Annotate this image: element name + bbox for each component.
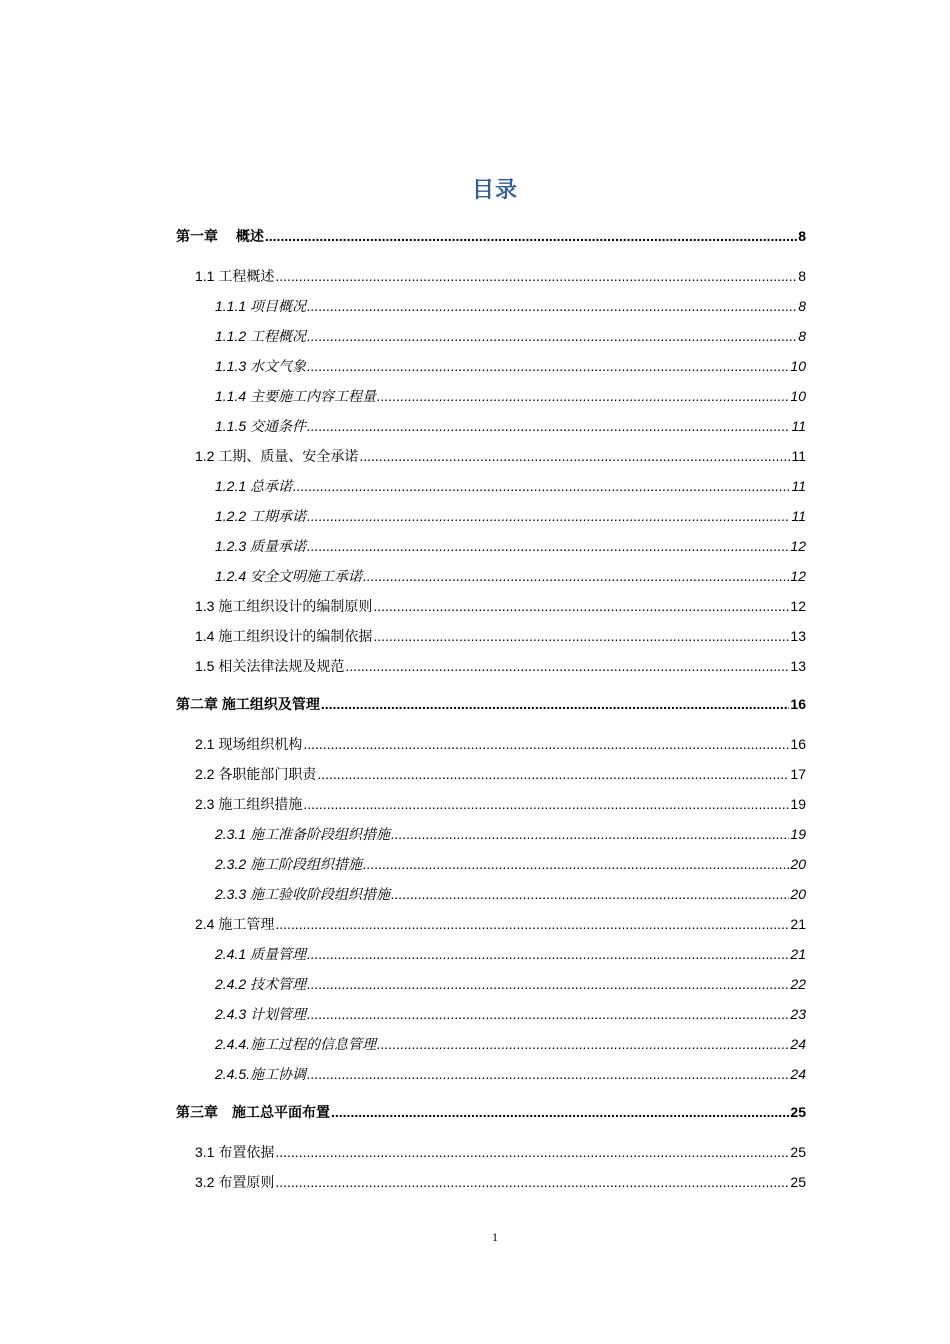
toc-entry-page-number: 17 [790, 766, 806, 782]
toc-entry-page-number: 12 [790, 598, 806, 614]
dot-leader [265, 226, 797, 246]
toc-entry-level-1[interactable] [176, 694, 806, 714]
dot-leader [275, 1142, 789, 1162]
toc-entry-page-number: 10 [790, 388, 806, 404]
toc-entry-page-number: 13 [790, 658, 806, 674]
toc-entry-label: 2.4.1 质量管理 [215, 946, 307, 962]
page-number: 1 [492, 1230, 498, 1244]
toc-entry-page-number: 22 [790, 976, 806, 992]
toc-entry-label: 2.2 各职能部门职责 [195, 766, 317, 782]
toc-entry-level-3[interactable] [215, 824, 806, 844]
toc-entry-label: 1.2.2 工期承诺 [215, 508, 307, 524]
toc-entry-label: 2.4.5.施工协调 [215, 1066, 307, 1082]
toc-entry-page-number: 25 [790, 1174, 806, 1190]
toc-entry-level-2[interactable] [195, 1142, 806, 1162]
toc-entry-page-number: 11 [791, 508, 806, 524]
toc-entry-label: 1.5 相关法律法规及规范 [195, 658, 345, 674]
dot-leader [275, 1172, 789, 1192]
toc-entry-level-3[interactable] [215, 296, 806, 316]
toc-entry-label: 2.4.3 计划管理 [215, 1006, 307, 1022]
toc-entry-level-1[interactable] [176, 226, 806, 246]
toc-entry-page-number: 23 [790, 1006, 806, 1022]
toc-entry-page-number: 24 [790, 1066, 806, 1082]
toc-entry-page-number: 10 [790, 358, 806, 374]
dot-leader [373, 626, 789, 646]
toc-entry-level-3[interactable] [215, 854, 806, 874]
toc-entry-page-number: 24 [790, 1036, 806, 1052]
toc-entry-label: 3.2 布置原则 [195, 1174, 275, 1190]
toc-entry-label: 2.3.2 施工阶段组织措施 [215, 856, 363, 872]
dot-leader [331, 1102, 789, 1122]
toc-entry-page-number: 8 [798, 228, 806, 244]
toc-entry-label: 第二章 施工组织及管理 [176, 696, 320, 712]
dot-leader [307, 416, 790, 436]
toc-entry-level-2[interactable] [195, 734, 806, 754]
toc-entry-label: 1.4 施工组织设计的编制依据 [195, 628, 373, 644]
toc-entry-page-number: 16 [790, 736, 806, 752]
dot-leader [377, 386, 789, 406]
toc-entry-level-3[interactable] [215, 1004, 806, 1024]
toc-entry-label: 2.1 现场组织机构 [195, 736, 303, 752]
toc-title: 目录 [471, 177, 518, 202]
toc-entry-page-number: 13 [790, 628, 806, 644]
toc-entry-page-number: 12 [790, 538, 806, 554]
toc-entry-level-3[interactable] [215, 356, 806, 376]
dot-leader [307, 506, 790, 526]
dot-leader [391, 824, 789, 844]
dot-leader [363, 566, 789, 586]
toc-entry-level-2[interactable] [195, 914, 806, 934]
toc-entry-label: 1.1 工程概述 [195, 268, 275, 284]
toc-entry-level-2[interactable] [195, 266, 806, 286]
dot-leader [307, 536, 789, 556]
toc-entry-page-number: 11 [791, 478, 806, 494]
toc-entry-level-3[interactable] [215, 884, 806, 904]
toc-entry-label: 1.2.4 安全文明施工承诺 [215, 568, 363, 584]
toc-entry-page-number: 8 [798, 328, 806, 344]
toc-entry-label: 2.3 施工组织措施 [195, 796, 303, 812]
dot-leader [321, 694, 790, 714]
toc-entry-label: 第三章 施工总平面布置 [176, 1104, 330, 1120]
dot-leader [307, 356, 789, 376]
toc-entry-level-3[interactable] [215, 386, 806, 406]
toc-entry-level-3[interactable] [215, 536, 806, 556]
toc-entry-page-number: 25 [790, 1104, 806, 1120]
toc-entry-page-number: 19 [790, 796, 806, 812]
dot-leader [307, 296, 797, 316]
toc-entry-page-number: 8 [798, 268, 806, 284]
toc-entry-label: 1.2.3 质量承诺 [215, 538, 307, 554]
toc-entry-label: 1.1.5 交通条件 [215, 418, 307, 434]
dot-leader [303, 794, 789, 814]
dot-leader [307, 1064, 789, 1084]
toc-entry-level-3[interactable] [215, 476, 806, 496]
toc-entry-level-3[interactable] [215, 416, 806, 436]
dot-leader [303, 734, 789, 754]
dot-leader [275, 914, 789, 934]
toc-entry-label: 2.4.4.施工过程的信息管理 [215, 1036, 377, 1052]
dot-leader [307, 974, 789, 994]
dot-leader [307, 326, 797, 346]
dot-leader [307, 944, 789, 964]
toc-entry-level-3[interactable] [215, 506, 806, 526]
dot-leader [293, 476, 790, 496]
toc-entry-label: 1.3 施工组织设计的编制原则 [195, 598, 373, 614]
toc-entry-level-2[interactable] [195, 1172, 806, 1192]
toc-entry-level-1[interactable] [176, 1102, 806, 1122]
toc-entry-page-number: 21 [790, 946, 806, 962]
dot-leader [377, 1034, 789, 1054]
toc-entry-level-2[interactable] [195, 656, 806, 676]
toc-entry-label: 3.1 布置依据 [195, 1144, 275, 1160]
toc-entry-level-2[interactable] [195, 794, 806, 814]
toc-entry-level-2[interactable] [195, 446, 806, 466]
dot-leader [317, 764, 789, 784]
dot-leader [307, 1004, 789, 1024]
toc-entry-label: 2.3.3 施工验收阶段组织措施 [215, 886, 391, 902]
toc-entry-label: 1.1.1 项目概况 [215, 298, 307, 314]
toc-entry-label: 2.4 施工管理 [195, 916, 275, 932]
toc-entry-page-number: 20 [790, 856, 806, 872]
toc-entry-page-number: 11 [791, 448, 806, 464]
toc-entry-level-2[interactable] [195, 764, 806, 784]
toc-entry-page-number: 11 [791, 418, 806, 434]
toc-entry-label: 1.2 工期、质量、安全承诺 [195, 448, 359, 464]
toc-entry-label: 1.1.4 主要施工内容工程量 [215, 388, 377, 404]
toc-entry-label: 第一章 概述 [176, 228, 264, 244]
toc-entry-label: 2.4.2 技术管理 [215, 976, 307, 992]
toc-entry-page-number: 16 [790, 696, 806, 712]
toc-entry-level-3[interactable] [215, 566, 806, 586]
dot-leader [275, 266, 797, 286]
toc-entry-label: 1.1.3 水文气象 [215, 358, 307, 374]
toc-entry-page-number: 19 [790, 826, 806, 842]
toc-entry-page-number: 25 [790, 1144, 806, 1160]
toc-entry-label: 1.1.2 工程概况 [215, 328, 307, 344]
toc-entry-page-number: 20 [790, 886, 806, 902]
toc-entry-page-number: 8 [798, 298, 806, 314]
toc-entry-level-2[interactable] [195, 596, 806, 616]
toc-entry-level-3[interactable] [215, 944, 806, 964]
toc-entry-label: 2.3.1 施工准备阶段组织措施 [215, 826, 391, 842]
toc-entry-level-3[interactable] [215, 1064, 806, 1084]
toc-entry-label: 1.2.1 总承诺 [215, 478, 293, 494]
toc-entry-level-3[interactable] [215, 326, 806, 346]
dot-leader [359, 446, 790, 466]
dot-leader [373, 596, 789, 616]
dot-leader [391, 884, 789, 904]
toc-entry-page-number: 21 [790, 916, 806, 932]
toc-entry-level-3[interactable] [215, 974, 806, 994]
dot-leader [363, 854, 789, 874]
toc-entry-level-2[interactable] [195, 626, 806, 646]
toc-entry-page-number: 12 [790, 568, 806, 584]
dot-leader [345, 656, 789, 676]
toc-entry-level-3[interactable] [215, 1034, 806, 1054]
